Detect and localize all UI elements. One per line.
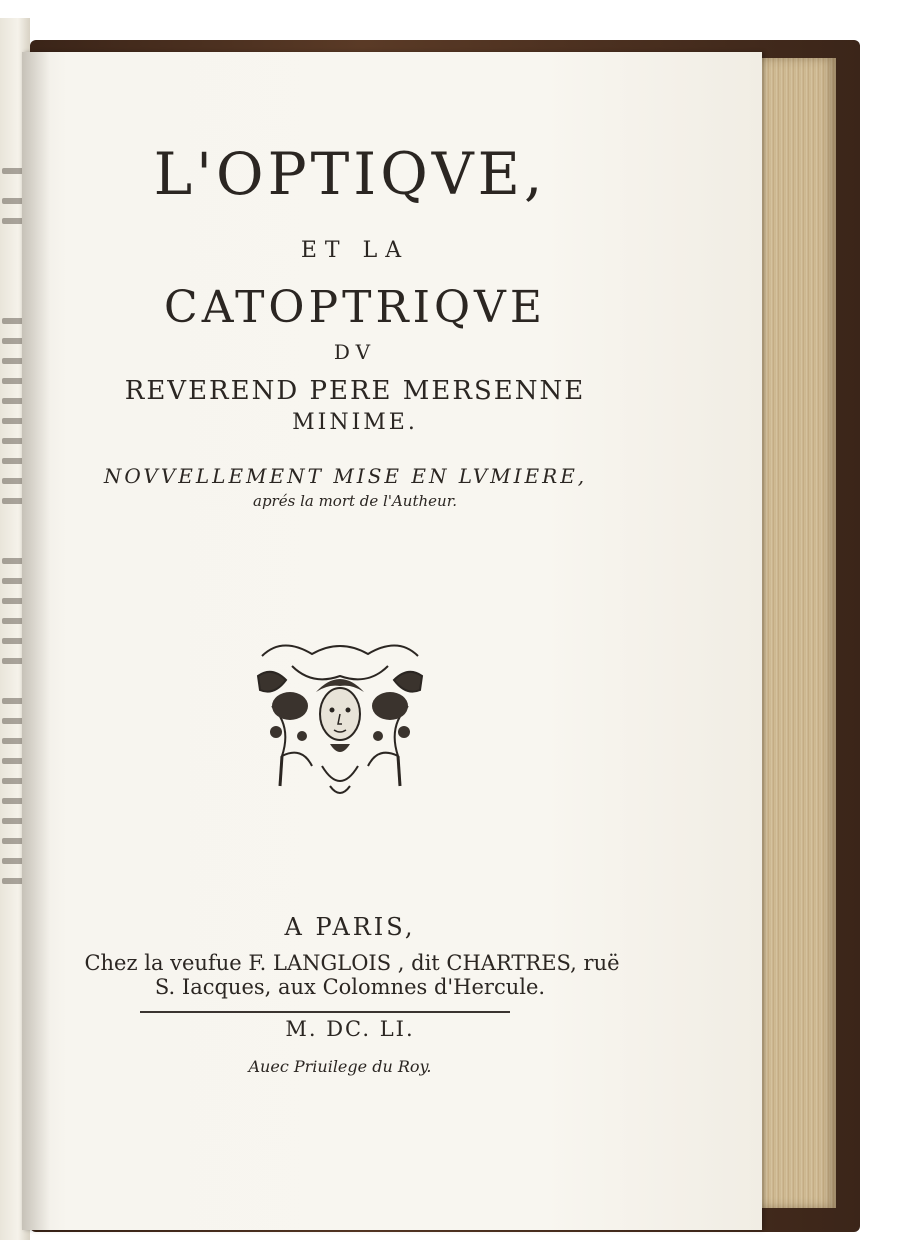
page-fore-edge bbox=[750, 58, 836, 1208]
imprint-line-2: S. Iacques, aux Colomnes d'Hercule. bbox=[154, 975, 546, 999]
mask-foliage-ornament-icon bbox=[252, 636, 428, 800]
subtitle-line-1: NOVVELLEMENT MISE EN LVMIERE, bbox=[103, 464, 588, 488]
privilege-note: Auec Priuilege du Roy. bbox=[248, 1057, 432, 1076]
author-line-1: REVEREND PERE MERSENNE bbox=[124, 376, 586, 406]
imprint-line-1: Chez la veufue F. LANGLOIS , dit CHARTRES, ruë bbox=[84, 951, 620, 975]
gutter-shadow bbox=[22, 52, 50, 1230]
subtitle-line-2: aprés la mort de l'Autheur. bbox=[253, 492, 457, 510]
divider-rule bbox=[140, 1011, 510, 1013]
title-line-4: DV bbox=[333, 340, 377, 364]
author-line-2: MINIME. bbox=[292, 410, 418, 435]
title-line-2: ET LA bbox=[300, 238, 410, 263]
title-line-1: L'OPTIQVE, bbox=[153, 140, 547, 208]
imprint-city: A PARIS, bbox=[284, 913, 416, 941]
publication-date: M. DC. LI. bbox=[285, 1017, 415, 1041]
title-line-3: CATOPTRIQVE bbox=[164, 282, 546, 333]
